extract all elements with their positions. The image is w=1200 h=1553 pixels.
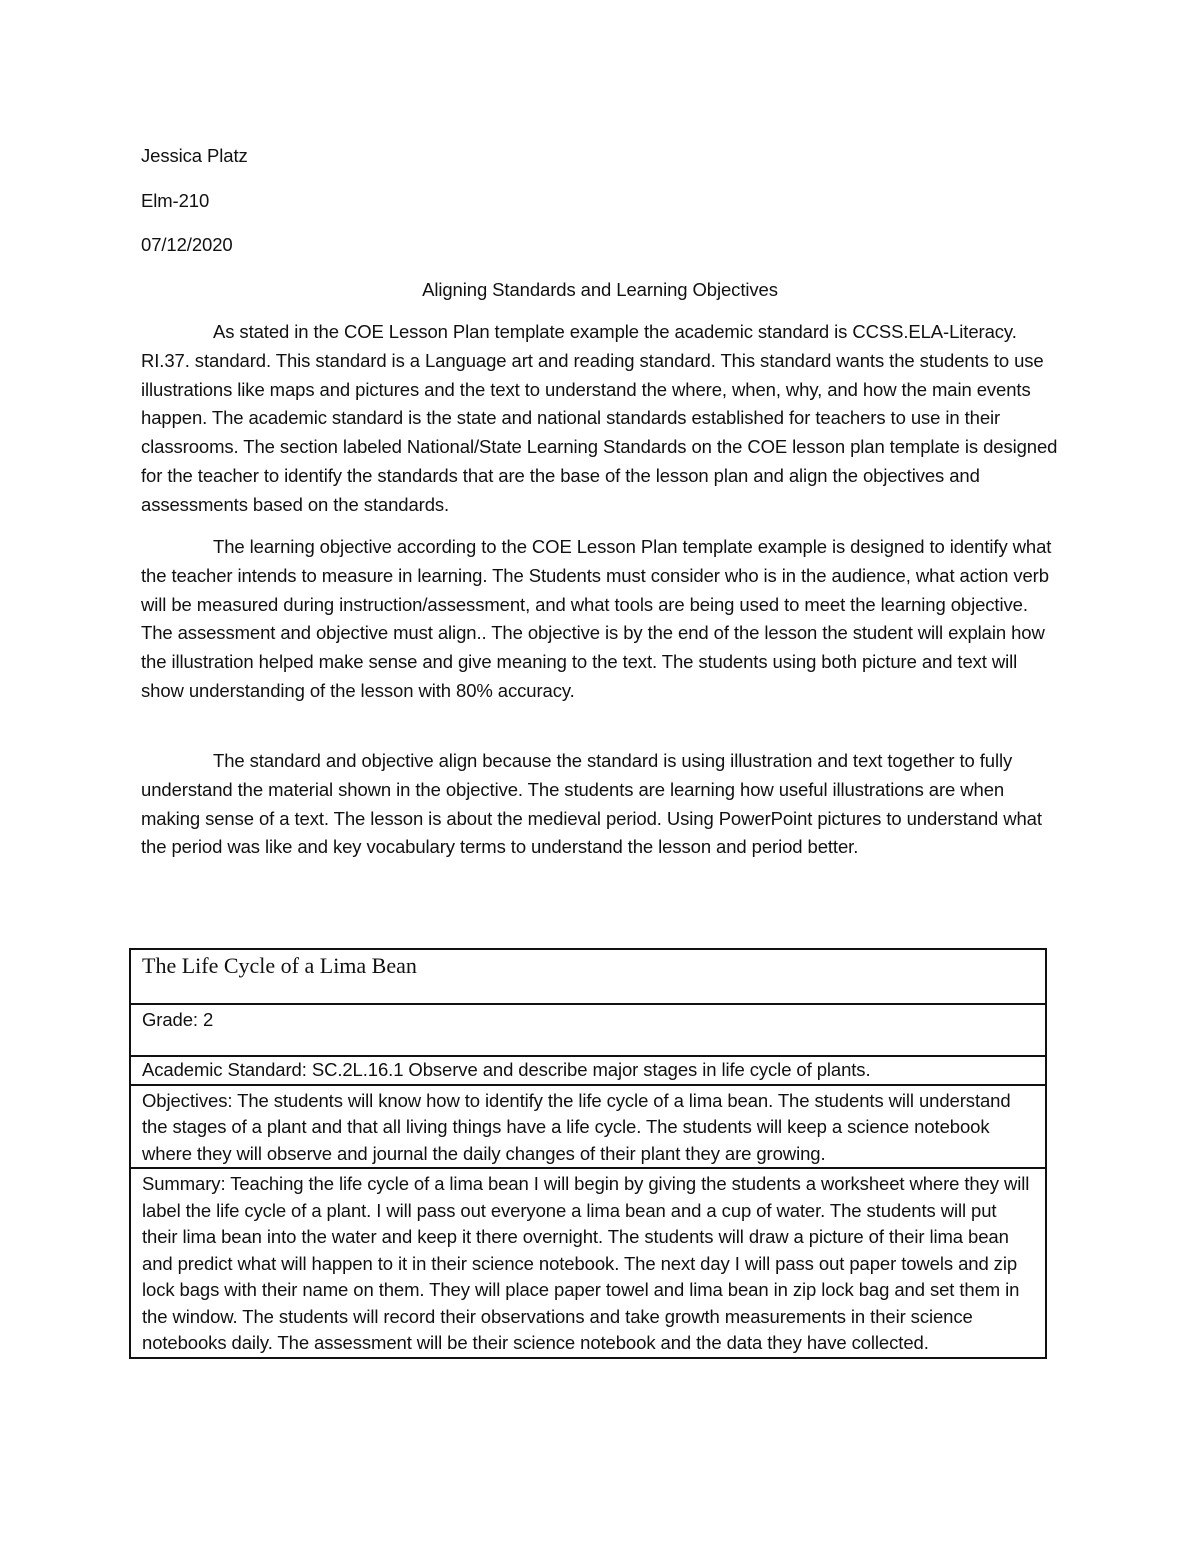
paragraph-standards: As stated in the COE Lesson Plan template example the academic standard is CCSS.ELA-Literacy. RI.37. standard. This standard is a Language art and reading standard. This standard wants the students to use illustrations like maps and pictures and the text to understand the where, when, why, and how the main events happen. The academic standard is the state and national standards established for teachers to use in their classrooms. The section labeled National/State Learning Standards on the COE lesson plan template is designed for the teacher to identify the standards that are the base of the lesson plan and align the objectives and assessments based on the standards.: [141, 321, 1058, 515]
table-row: [130, 1168, 1046, 1358]
table-row: [130, 949, 1046, 1004]
paragraph-objective: The learning objective according to the COE Lesson Plan template example is designed to identify what the teacher intends to measure in learning. The Students must consider who is in the audience, what action verb will be measured during instruction/assessment, and what tools are being used to meet the learning objective. The assessment and objective must align.. The objective is by the end of the lesson the student will explain how the illustration helped make sense and give meaning to the text. The students using both picture and text will show understanding of the lesson with 80% accuracy.: [141, 536, 1052, 701]
document-date: 07/12/2020: [141, 234, 233, 255]
lesson-plan-table: [129, 948, 1047, 1359]
author-name: Jessica Platz: [141, 145, 248, 166]
table-row: [130, 1085, 1046, 1169]
course-code: Elm-210: [141, 190, 210, 211]
paragraph-alignment: The standard and objective align because the standard is using illustration and text together to fully understand the material shown in the objective. The students are learning how useful illustrations are when making sense of a text. The lesson is about the medieval period. Using PowerPoint pictures to understand what the period was like and key vocabulary terms to understand the lesson and period better.: [141, 750, 1042, 858]
lesson-title: The Life Cycle of a Lima Bean: [130, 949, 1046, 1004]
table-row: [130, 1004, 1046, 1056]
document-title: Aligning Standards and Learning Objectives: [422, 279, 778, 300]
lesson-summary: Summary: Teaching the life cycle of a lima bean I will begin by giving the students a worksheet where they will label the life cycle of a plant. I will pass out everyone a lima bean and a cup of water. The students will put their lima bean into the water and keep it there overnight. The students will draw a picture of their lima bean and predict what will happen to it in their science notebook. The next day I will pass out paper towels and zip lock bags with their name on them. They will place paper towel and lima bean in zip lock bag and set them in the window. The students will record their observations and take growth measurements in their science notebooks daily. The assessment will be their science notebook and the data they have collected.: [130, 1168, 1046, 1358]
table-row: [130, 1056, 1046, 1085]
lesson-grade: Grade: 2: [130, 1004, 1046, 1056]
lesson-objectives: Objectives: The students will know how to identify the life cycle of a lima bean. The students will understand the stages of a plant and that all living things have a life cycle. The students will keep a science notebook where they will observe and journal the daily changes of their plant they are growing.: [130, 1085, 1046, 1169]
lesson-academic-standard: Academic Standard: SC.2L.16.1 Observe and describe major stages in life cycle of plants.: [130, 1056, 1046, 1085]
